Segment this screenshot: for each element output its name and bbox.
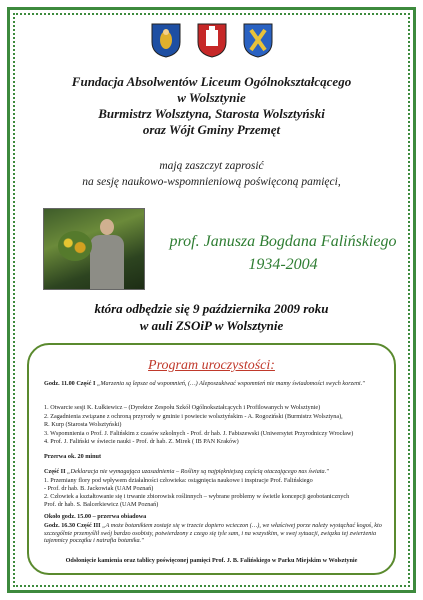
part2-header [44,468,388,476]
program-item: - Prof. dr hab. B. Jackowiak (UAM Poznań) [44,485,154,492]
organizer-line: Burmistrz Wolsztyna, Starosta Wolsztyński [98,106,325,121]
part2-quote: „Deklaracja nie wymagająca uzasadnienia – Rośliny są najpiękniejszą częścią otaczającego nas świata." [67,468,329,475]
program-item: 1. Przemiany flory pod wpływem działalności człowieka: osiągnięcia naukowe i inspiracje Prof. Falińskiego [44,477,313,484]
photo-flowers [58,231,92,261]
coats-of-arms [0,22,423,58]
crest-right-icon [242,22,274,58]
invitation-text [0,158,423,190]
lunch-note: Około godz. 15.00 – przerwa obiadowa [44,513,147,520]
honoree-name: prof. Janusza Bogdana Falińskiego [169,233,397,250]
part1-header [44,380,388,388]
crest-left-icon [150,22,182,58]
part3-time: Godz. 16.30 Część III [44,522,101,529]
organizer-line: Fundacja Absolwentów Liceum Ogólnokształcącego [71,74,352,89]
honoree-photo [43,208,145,290]
photo-person-body [90,235,124,289]
program-item: 2. Człowiek a kształtowanie się i trwanie zbiorowisk roślinnych – wybrane problemy w świetle koncepcji geobotanicznych [44,493,350,500]
invite-line: na sesję naukowo-wspomnieniową poświęconą pamięci, [82,176,341,188]
part1-quote: „Marzenia są lepsze od wspomnień, (…) Aleposzukiwać wspomnień nie mamy świadomości swych korzeni." [96,380,365,387]
honoree-years: 1934-2004 [248,256,318,273]
program-title: Program uroczystości: [148,358,275,373]
event-venue: w auli ZSOiP w Wolsztynie [139,318,284,333]
organizers [0,74,423,138]
program-item: 2. Zagadnienia związane z ochroną przyrody w gminie i powiecie wolsztyńskim - A. Rogoziński (Burmistrz Wolsztyna), [44,413,343,420]
program-item: 1. Otwarcie sesji K. Łułkiewicz – (Dyrektor Zespołu Szkół Ogólnokształcących i Profilowanych w Wolsztynie) [44,404,321,411]
part2-label: Część II [44,468,66,475]
program-item: 3. Wspomnienia o Prof. J. Falińskim z czasów szkolnych - Prof. dr hab. J. Fabiszewski (Uniwersytet Przyrodniczy Wrocław) [44,430,354,437]
program-item: 4. Prof. J. Faliński w świecie nauki - Prof. dr hab. Z. Mirek ( IB PAN Kraków) [44,438,239,445]
closing-event: Odsłonięcie kamienia oraz tablicy poświęconej pamięci Prof. J. B. Falińskiego w Parku Miejskim w Wolsztynie [65,557,358,564]
invite-line: mają zaszczyt zaprosić [159,160,264,172]
program-item: Prof. dr hab. S. Balcerkiewicz (UAM Poznań) [44,501,159,508]
photo-person-head [100,219,114,235]
part3-quote: „A może botanikiem zostaje się w trzecie dopiero wcieczon (…), we właściwej porze należy wystąchać kogoś, kto szczególnie przemyślił swój bardzo osobisty, potwierdzony z czego się tyle sam, i na wszystkim, w swej sytuacji, związku tej zwierżenia tajemnicy początku i natrafia botanika." [44,522,382,545]
part3-header [44,522,388,545]
program-item: R. Kurp (Starosta Wolsztyński) [44,421,122,428]
break-note: Przerwa ok. 20 minut [44,453,102,460]
part1-time: Godz. 11.00 Część I [44,380,96,387]
event-date: która odbędzie się 9 października 2009 roku [94,301,329,316]
organizer-line: w Wolsztynie [177,90,246,105]
event-details [0,300,423,334]
organizer-line: oraz Wójt Gminy Przemęt [142,122,281,137]
crest-middle-icon [196,22,228,58]
